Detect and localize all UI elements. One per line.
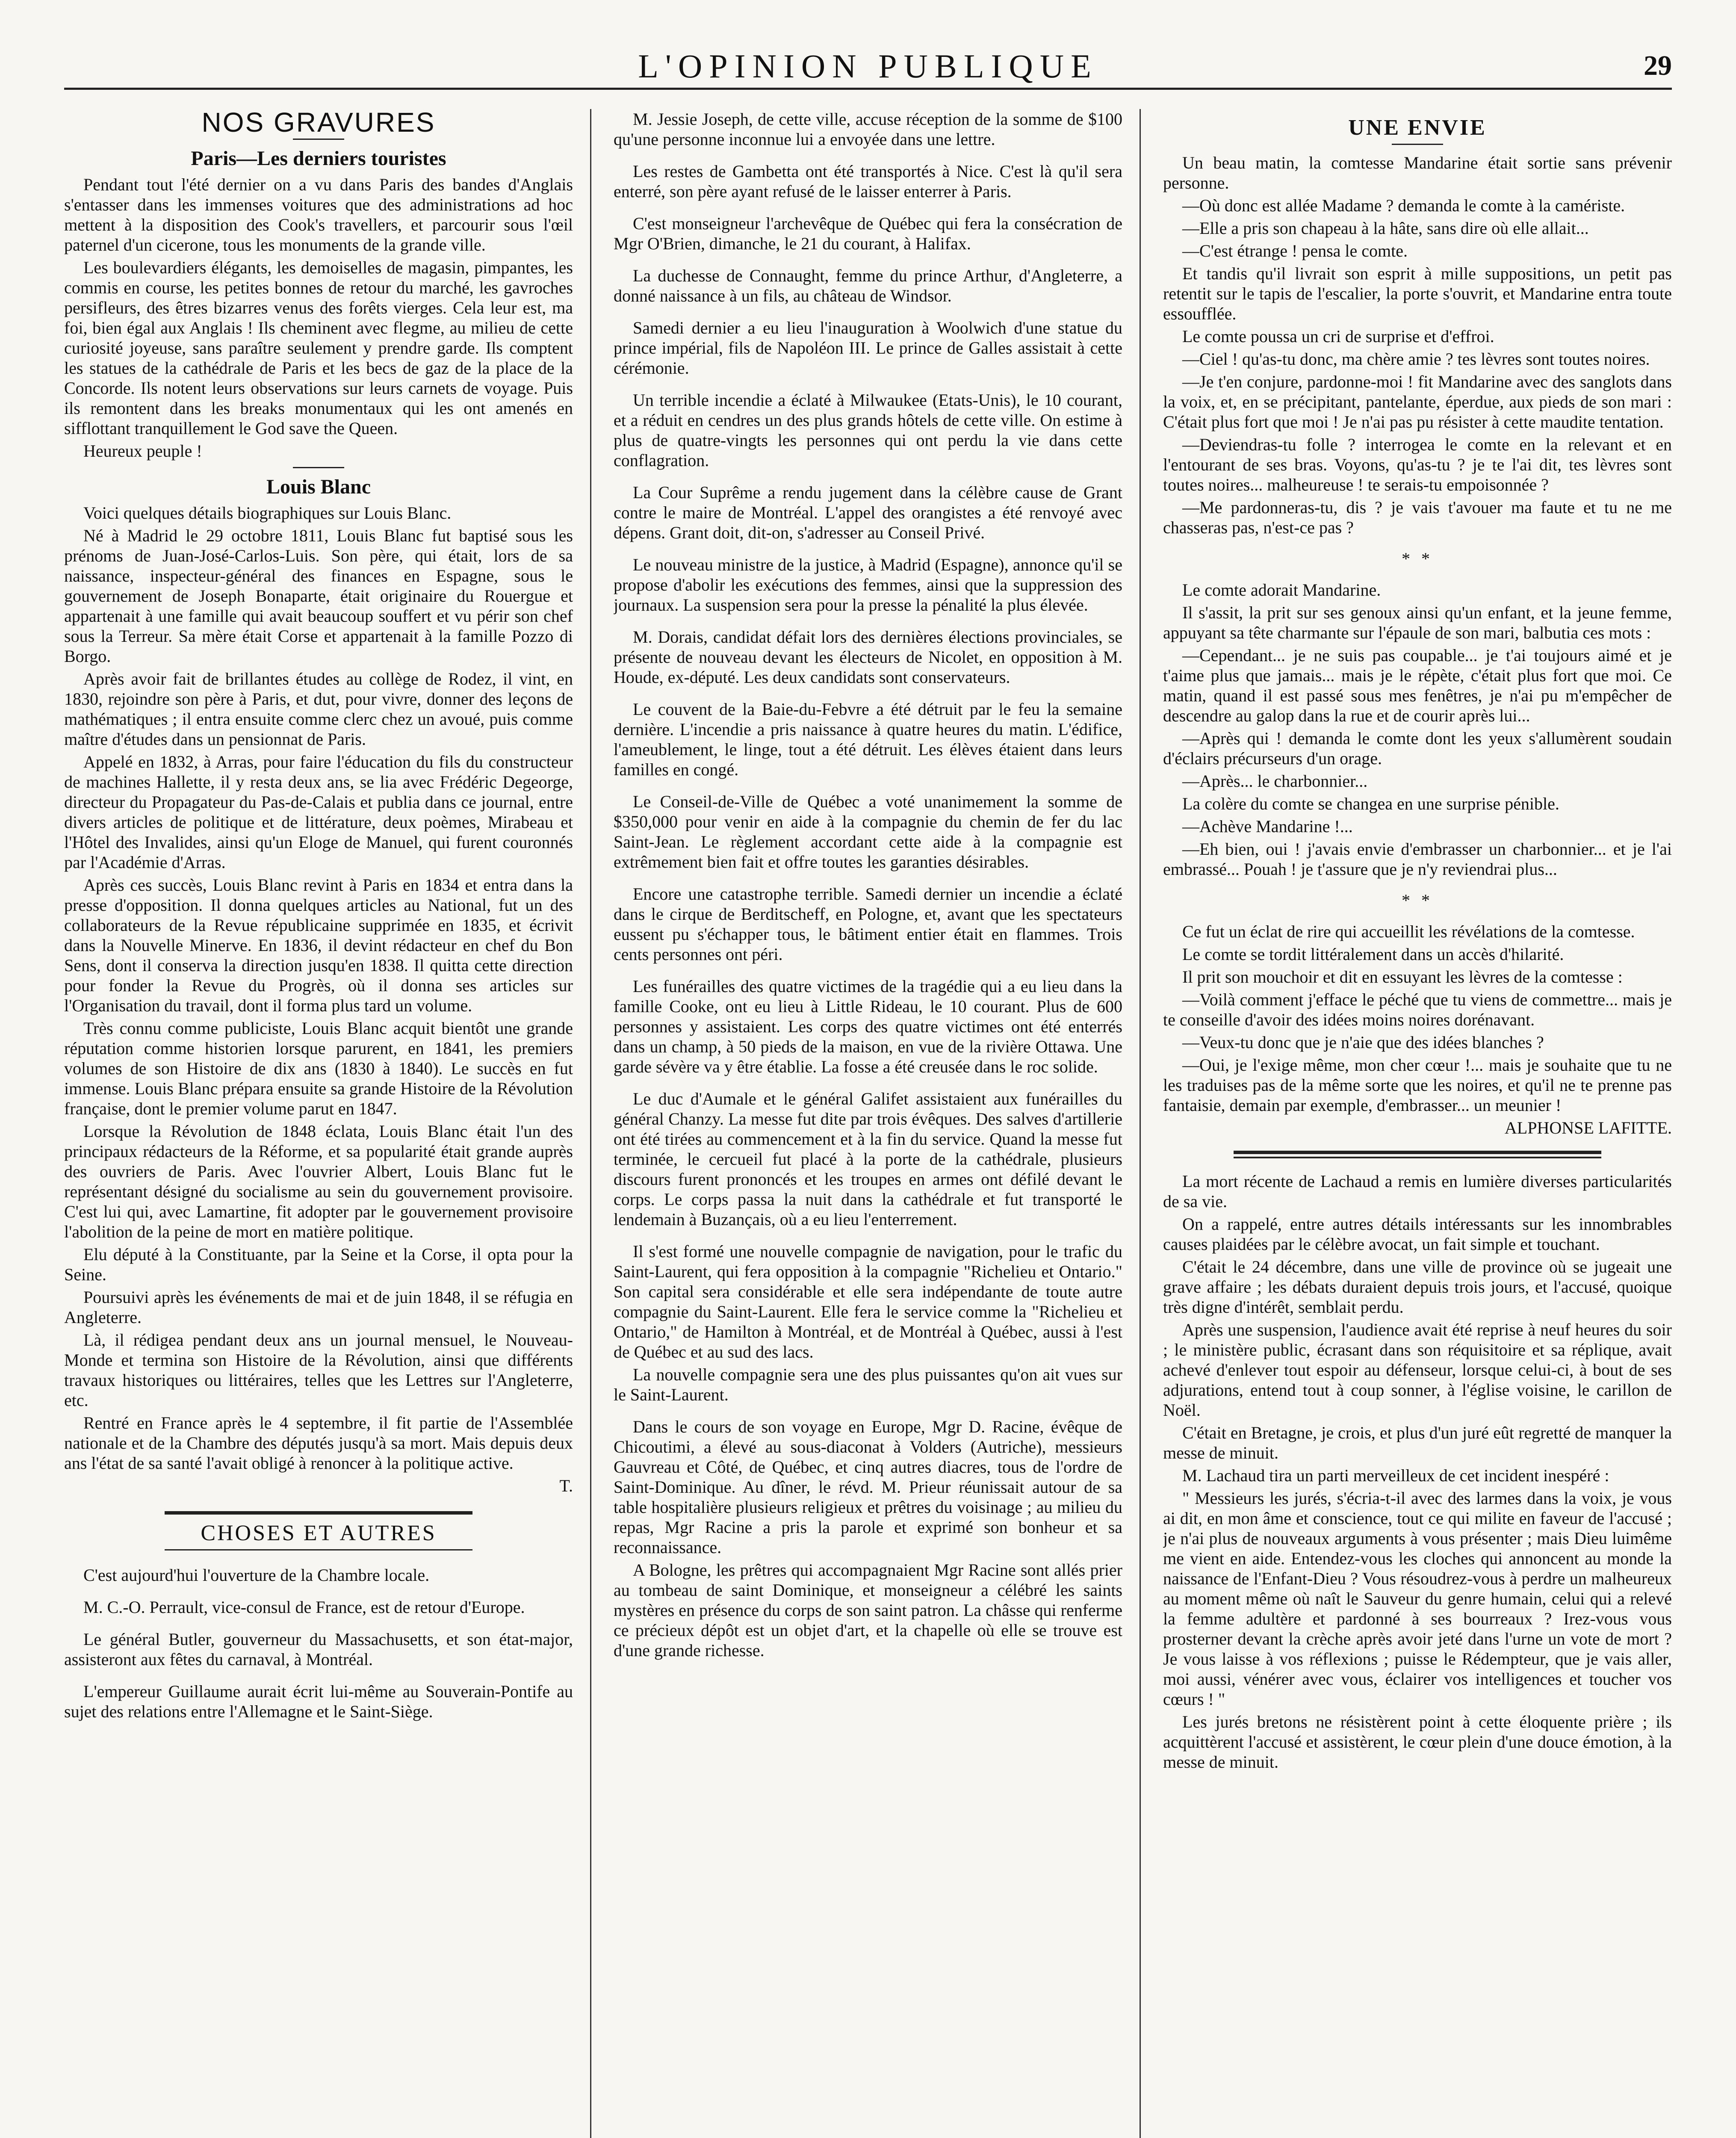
- story-heading: UNE ENVIE: [1348, 115, 1487, 140]
- article-paris-touristes: [64, 174, 573, 461]
- paragraph: —Achève Mandarine !...: [1182, 817, 1353, 836]
- paragraph: —Après... le charbonnier...: [1182, 771, 1368, 791]
- paragraph: Elu député à la Constituante, par la Seine et la Corse, il opta pour la Seine.: [64, 1245, 573, 1284]
- news-item: Le Conseil-de-Ville de Québec a voté unanimement la somme de $350,000 pour venir en aide à la compagnie du chemin de fer du lac Saint-Jean. Le règlement accordant cette aide à la compagnie est extrêmement bien fait et offre toutes les garanties désirables.: [614, 792, 1122, 871]
- section-rule: [1234, 1151, 1601, 1154]
- paragraph: Là, il rédigea pendant deux ans un journal mensuel, le Nouveau-Monde et termina son Histoire de la Révolution, ainsi que différents travaux historiques ou littéraires, telles que les Lettres sur l'Angleterre, etc.: [64, 1330, 573, 1410]
- paragraph: " Messieurs les jurés, s'écria-t-il avec des larmes dans la voix, je vous ai dit, en mon âme et conscience, tout ce qui milite en faveur de l'accusé ; je n'ai plus de nouveaux arguments à vous présenter ; mais Dieu luimême me vient en aide. Entendez-vous les cloches qui annoncent au monde la naissance de l'Enfant-Dieu ? Vous résoudrez-vous à perdre un malheureux au moment même où naît le Sauveur du genre humain, celui qui a relevé la femme adultère et pardonné à ses bourreaux ? Irez-vous vous prosterner devant la crèche après avoir jeté dans l'urne un vote de mort ? Je vous laisse à vos réflexions ; puisse le Rédempteur, que je vais aller, moi aussi, vénérer avec vous, éclairer vos intelligences et toucher vos cœurs ! ": [1163, 1488, 1672, 1709]
- news-item: Les funérailles des quatre victimes de la tragédie qui a eu lieu dans la famille Cooke, ont eu lieu à Little Rideau, le 10 courant. Plus de 600 personnes y assistaient. Les corps des quatre victimes ont été enterrés dans un champ, à 50 pieds de la maison, en vue de la rivière Ottawa. Une garde sévère va y être établie. La fosse a été creusée dans le roc solide.: [614, 977, 1122, 1076]
- article-lachaud: [1163, 1171, 1672, 1772]
- divider: [1392, 144, 1443, 145]
- paragraph: —Ciel ! qu'as-tu donc, ma chère amie ? tes lèvres sont toutes noires.: [1182, 349, 1650, 369]
- column-divider: [1140, 109, 1141, 2138]
- masthead-rule: [64, 88, 1672, 90]
- paragraph: Poursuivi après les événements de mai et de juin 1848, il se réfugia en Angleterre.: [64, 1288, 573, 1327]
- paragraph: La mort récente de Lachaud a remis en lumière diverses particularités de sa vie.: [1163, 1172, 1672, 1211]
- paragraph: Le comte se tordit littéralement dans un accès d'hilarité.: [1182, 945, 1564, 964]
- divider: [293, 467, 344, 468]
- paragraph: —Je t'en conjure, pardonne-moi ! fit Mandarine avec des sanglots dans la voix, et, en se précipitant, pantelante, éperdue, aux pieds de son mari : C'était plus fort que moi ! Je n'ai pas pu résister à cette maudite tentation.: [1163, 372, 1672, 431]
- news-item: C'est monseigneur l'archevêque de Québec qui fera la consécration de Mgr O'Brien, dimanche, le 21 du courant, à Halifax.: [614, 214, 1122, 253]
- paragraph: Le général Butler, gouverneur du Massachusetts, et son état-major, assisteront aux fêtes du carnaval, à Montréal.: [64, 1630, 573, 1669]
- story-une-envie: [1163, 153, 1672, 1138]
- column-1: [64, 109, 573, 2138]
- paragraph: Les boulevardiers élégants, les demoiselles de magasin, pimpantes, les commis en course, les petites bonnes de retour du marché, les gavroches persifleurs, des êtres bizarres venus des forêts vierges. Cela leur est, ma foi, bien égal aux Anglais ! Ils cheminent avec flegme, au milieu de cette curiosité joyeuse, sans paraître seulement y prendre garde. Ils comptent les statues de la cathédrale de Paris et les becs de gaz de la place de la Concorde. Ils notent leurs observations sur leurs carnets de voyage. Puis ils remontent dans les breaks monumentaux qui les ont amenés en sifflottant tranquillement le God save the Queen.: [64, 258, 573, 438]
- paragraph: Pendant tout l'été dernier on a vu dans Paris des bandes d'Anglais s'entasser dans les immenses voitures que des administrations ad hoc mettent à la disposition des Cook's travellers, et parcourir sous l'œil paternel d'un cicerone, tous les monuments de la grande ville.: [64, 175, 573, 254]
- article-choses-et-autres: [64, 1565, 573, 1722]
- paragraph: —Eh bien, oui ! j'avais envie d'embrasser un charbonnier... et je l'ai embrassé... Pouah ! je t'assure que je n'y reviendrai plus...: [1163, 839, 1672, 879]
- news-item: Le nouveau ministre de la justice, à Madrid (Espagne), annonce qu'il se propose d'abolir les exécutions des femmes, ainsi que la suppression des journaux. La suspension sera pour la presse la pénalité la plus élevée.: [614, 555, 1122, 614]
- section-rule: [165, 1511, 472, 1515]
- divider: [293, 139, 344, 140]
- paragraph: C'est aujourd'hui l'ouverture de la Chambre locale.: [83, 1565, 430, 1585]
- newspaper-title: L'OPINION PUBLIQUE: [638, 47, 1098, 85]
- section-separator: * *: [1402, 891, 1433, 910]
- paragraph: Voici quelques détails biographiques sur Louis Blanc.: [83, 503, 452, 523]
- masthead: [64, 47, 1672, 90]
- section-rule: [1234, 1157, 1601, 1158]
- paragraph: —Voilà comment j'efface le péché que tu viens de commettre... mais je te conseille d'avoir des idées moins noires dorénavant.: [1163, 990, 1672, 1029]
- paragraph: —Oui, je l'exige même, mon cher cœur !... mais je souhaite que tu ne les traduises pas de la même sorte que les noires, et qu'il ne te prenne pas fantaisie, demain par exemple, d'embrasser... un meunier !: [1163, 1055, 1672, 1115]
- paragraph: C'était le 24 décembre, dans une ville de province où se jugeait une grave affaire ; les débats duraient depuis trois jours, et l'accusé, quoique très digne d'intérêt, semblait perdu.: [1163, 1257, 1672, 1317]
- paragraph: Appelé en 1832, à Arras, pour faire l'éducation du fils du constructeur de machines Hallette, il y resta deux ans, se lia avec Frédéric Degeorge, directeur du Propagateur du Pas-de-Calais et publia dans ce journal, entre divers articles de politique et de littérature, deux poèmes, Mirabeau et l'Hôtel des Invalides, ainsi qu'un Eloge de Manuel, qui furent couronnés par l'Académie d'Arras.: [64, 752, 573, 872]
- paragraph: —C'est étrange ! pensa le comte.: [1182, 241, 1408, 260]
- news-item: Le duc d'Aumale et le général Galifet assistaient aux funérailles du général Chanzy. La messe fut dite par trois évêques. Des salves d'artillerie ont été tirées au commencement et à la fin du service. Quand la messe fut terminée, le cercueil fut placé à la porte de la cathédrale, plusieurs discours furent prononcés et les troupes en armes ont défilé devant le corps. Le corps passa la nuit dans la cathédrale et fut transporté le lendemain à Buzançais, où a eu lieu l'enterrement.: [614, 1089, 1122, 1229]
- paragraph: Après une suspension, l'audience avait été reprise à neuf heures du soir ; le ministère public, écrasant dans son réquisitoire et sa réplique, avait achevé d'enlever tout espoir au défenseur, lorsque celui-ci, à bout de ses adjurations, entend tout à coup sonner, à l'église voisine, le carillon de Noël.: [1163, 1320, 1672, 1420]
- article-heading: Paris—Les derniers touristes: [191, 147, 446, 170]
- news-item: Encore une catastrophe terrible. Samedi dernier un incendie a éclaté dans le cirque de Berditscheff, en Pologne, et, avant que les spectateurs eussent pu s'échapper tous, le bâtiment entier était en flammes. Trois cents personnes ont péri.: [614, 884, 1122, 964]
- news-item: La nouvelle compagnie sera une des plus puissantes qu'on ait vues sur le Saint-Laurent.: [614, 1365, 1122, 1404]
- signature: ALPHONSE LAFITTE.: [1504, 1118, 1672, 1137]
- paragraph: Rentré en France après le 4 septembre, il fit partie de l'Assemblée nationale et de la Chambre des députés jusqu'à sa mort. Mais depuis deux ans l'état de sa santé l'avait obligé à renoncer à la politique active.: [64, 1413, 573, 1473]
- section-rule: [165, 1549, 472, 1550]
- paragraph: Il prit son mouchoir et dit en essuyant les lèvres de la comtesse :: [1182, 967, 1623, 986]
- article-heading: Louis Blanc: [266, 475, 371, 498]
- news-item: Il s'est formé une nouvelle compagnie de navigation, pour le trafic du Saint-Laurent, qui fera opposition à la compagnie "Richelieu et Ontario." Son capital sera considérable et elle sera indépendante de toute autre compagnie du Saint-Laurent. Elle fera le service comme la "Richelieu et Ontario," de Hamilton à Montréal, et de Montréal à Québec, aussi à l'est de Québec et au sud des lacs.: [614, 1242, 1122, 1361]
- paragraph: —Cependant... je ne suis pas coupable... je t'ai toujours aimé et je t'aime plus que jamais... mais je le répète, c'était plus fort que moi. Ce matin, quand il est passé sous mes fenêtres, je n'ai pu m'empêcher de descendre au galop dans la rue et de courir après lui...: [1163, 646, 1672, 725]
- paragraph: Le comte poussa un cri de surprise et d'effroi.: [1182, 327, 1494, 346]
- news-item: La duchesse de Connaught, femme du prince Arthur, d'Angleterre, a donné naissance à un fils, au château de Windsor.: [614, 266, 1122, 305]
- paragraph: —Veux-tu donc que je n'aie que des idées blanches ?: [1182, 1033, 1544, 1052]
- news-item: Les restes de Gambetta ont été transportés à Nice. C'est là qu'il sera enterré, son père ayant refusé de le laisser enterrer à Paris.: [614, 162, 1122, 201]
- paragraph: Un beau matin, la comtesse Mandarine était sortie sans prévenir personne.: [1163, 153, 1672, 192]
- paragraph: Il s'assit, la prit sur ses genoux ainsi qu'un enfant, et la jeune femme, appuyant sa tête charmante sur l'épaule de son mari, balbutia ces mots :: [1163, 603, 1672, 642]
- paragraph: Le comte adorait Mandarine.: [1182, 580, 1381, 599]
- paragraph: M. Lachaud tira un parti merveilleux de cet incident inespéré :: [1182, 1466, 1609, 1485]
- news-item: La Cour Suprême a rendu jugement dans la célèbre cause de Grant contre le maire de Montréal. L'appel des orangistes a été renvoyé avec dépens. Grant doit, dit-on, s'adresser au Conseil Privé.: [614, 483, 1122, 542]
- paragraph: —Deviendras-tu folle ? interrogea le comte en la relevant et en l'entourant de ses bras. Voyons, qu'as-tu ? je te l'ai dit, tes lèvres sont toutes noires... malheureuse ! te serais-tu empoisonnée ?: [1163, 435, 1672, 494]
- paragraph: L'empereur Guillaume aurait écrit lui-même au Souverain-Pontife au sujet des relations entre l'Allemagne et le Saint-Siège.: [64, 1682, 573, 1721]
- section-heading: CHOSES ET AUTRES: [201, 1521, 437, 1545]
- paragraph: Ce fut un éclat de rire qui accueillit les révélations de la comtesse.: [1182, 922, 1635, 941]
- paragraph: Très connu comme publiciste, Louis Blanc acquit bientôt une grande réputation comme historien lorsque parurent, en 1841, les premiers volumes de son Histoire de dix ans (1830 à 1840). Le succès en fut immense. Louis Blanc prépara ensuite sa grande Histoire de la Révolution française, dont le premier volume parut en 1847.: [64, 1019, 573, 1118]
- paragraph: Après ces succès, Louis Blanc revint à Paris en 1834 et entra dans la presse d'opposition. Il donna quelques articles au National, fut un des collaborateurs de la Revue républicaine supprimée en 1835, et écrivit dans la Nouvelle Minerve. En 1836, il devint rédacteur en chef du Bon Sens, dont il conserva la direction jusqu'en 1838. Il quitta cette direction pour fonder la Revue du Progrès, où il donna ses articles sur l'Organisation du travail, dont il forma plus tard un volume.: [64, 875, 573, 1015]
- news-item: Dans le cours de son voyage en Europe, Mgr D. Racine, évêque de Chicoutimi, a élevé au sous-diaconat à Volders (Autriche), messieurs Gauvreau et Côté, de Québec, et cinq autres diacres, tous de l'ordre de Saint-Dominique. Au dîner, le révd. M. Prieur réunissait autour de sa table hospitalière plusieurs religieux et prêtres du voisinage ; au milieu du repas, Mgr Racine a pris la parole et exprimé son bonheur et sa reconnaissance.: [614, 1417, 1122, 1557]
- news-item: M. Jessie Joseph, de cette ville, accuse réception de la somme de $100 qu'une personne inconnue lui a envoyée dans une lettre.: [614, 109, 1122, 149]
- page-number: 29: [1644, 50, 1672, 81]
- news-item: Le couvent de la Baie-du-Febvre a été détruit par le feu la semaine dernière. L'incendie a pris naissance à quatre heures du matin. L'édifice, l'ameublement, le linge, tout a été détruit. Les élèves étaient dans leurs familles en congé.: [614, 700, 1122, 779]
- paragraph: Et tandis qu'il livrait son esprit à mille suppositions, un petit pas retentit sur le tapis de l'escalier, la porte s'ouvrit, et Mandarine entra toute essoufflée.: [1163, 264, 1672, 323]
- paragraph: Après avoir fait de brillantes études au collège de Rodez, il vint, en 1830, rejoindre son père à Paris, et dut, pour vivre, donner des leçons de mathématiques ; il entra ensuite comme clerc chez un avoué, puis comme maître d'études dans un pensionnat de Paris.: [64, 669, 573, 749]
- column-3: [1163, 109, 1672, 2138]
- section-separator: * *: [1402, 549, 1433, 568]
- column-divider: [590, 109, 591, 2138]
- paragraph: Lorsque la Révolution de 1848 éclata, Louis Blanc était l'un des principaux rédacteurs de la Réforme, et sa popularité était grande auprès des ouvriers de Paris. Avec l'ouvrier Albert, Louis Blanc fut le représentant désigné du socialisme au sein du gouvernement provisoire. C'est lui qui, avec Lamartine, fit adopter par le gouvernement provisoire l'abolition de la peine de mort en matière politique.: [64, 1122, 573, 1241]
- article-louis-blanc: [64, 503, 573, 1496]
- paragraph: Heureux peuple !: [83, 441, 202, 461]
- news-item: M. Dorais, candidat défait lors des dernières élections provinciales, se présente de nouveau devant les électeurs de Nicolet, en opposition à M. Houde, ex-député. Les deux candidats sont conservateurs.: [614, 627, 1122, 687]
- paragraph: —Me pardonneras-tu, dis ? je vais t'avouer ma faute et tu ne me chasseras pas, n'est-ce pas ?: [1163, 498, 1672, 537]
- news-item: Un terrible incendie a éclaté à Milwaukee (Etats-Unis), le 10 courant, et a réduit en cendres un des plus grands hôtels de cette ville. On estime à plus de quatre-vingts les personnes qui ont perdu la vie dans cette conflagration.: [614, 390, 1122, 470]
- paragraph: On a rappelé, entre autres détails intéressants sur les innombrables causes plaidées par le célèbre avocat, un fait simple et touchant.: [1163, 1214, 1672, 1254]
- signature: T.: [559, 1476, 573, 1495]
- section-title: NOS GRAVURES: [201, 109, 436, 138]
- column-2: [614, 109, 1122, 2138]
- paragraph: —Après qui ! demanda le comte dont les yeux s'allumèrent soudain d'éclairs précurseurs d'un orage.: [1163, 729, 1672, 768]
- news-item: Samedi dernier a eu lieu l'inauguration à Woolwich d'une statue du prince impérial, fils de Napoléon III. Le prince de Galles assistait à cette cérémonie.: [614, 318, 1122, 378]
- paragraph: —Où donc est allée Madame ? demanda le comte à la camériste.: [1182, 196, 1625, 215]
- paragraph: Né à Madrid le 29 octobre 1811, Louis Blanc fut baptisé sous les prénoms de Juan-José-Carlos-Luis. Son père, qui était, lors de sa naissance, inspecteur-général des finances en Espagne, sous le gouvernement de Joseph Bonaparte, était originaire du Rouergue et appartenait à une famille qui avait beaucoup souffert et vu périr son chef sous la Terreur. Sa mère était Corse et appartenait à la famille Pozzo di Borgo.: [64, 526, 573, 666]
- paragraph: M. C.-O. Perrault, vice-consul de France, est de retour d'Europe.: [83, 1598, 525, 1617]
- paragraph: La colère du comte se changea en une surprise pénible.: [1182, 794, 1559, 813]
- paragraph: —Elle a pris son chapeau à la hâte, sans dire où elle allait...: [1182, 219, 1589, 238]
- paragraph: Les jurés bretons ne résistèrent point à cette éloquente prière ; ils acquittèrent l'accusé et assistèrent, le cœur plein d'une douce émotion, à la messe de minuit.: [1163, 1712, 1672, 1772]
- paragraph: C'était en Bretagne, je crois, et plus d'un juré eût regretté de manquer la messe de minuit.: [1163, 1423, 1672, 1462]
- news-item: A Bologne, les prêtres qui accompagnaient Mgr Racine sont allés prier au tombeau de saint Dominique, et monseigneur a célébré les saints mystères en présence du corps de son saint patron. La châsse qui renferme ce précieux dépôt est un objet d'art, et la chapelle où elle se trouve est d'une grande richesse.: [614, 1560, 1122, 1660]
